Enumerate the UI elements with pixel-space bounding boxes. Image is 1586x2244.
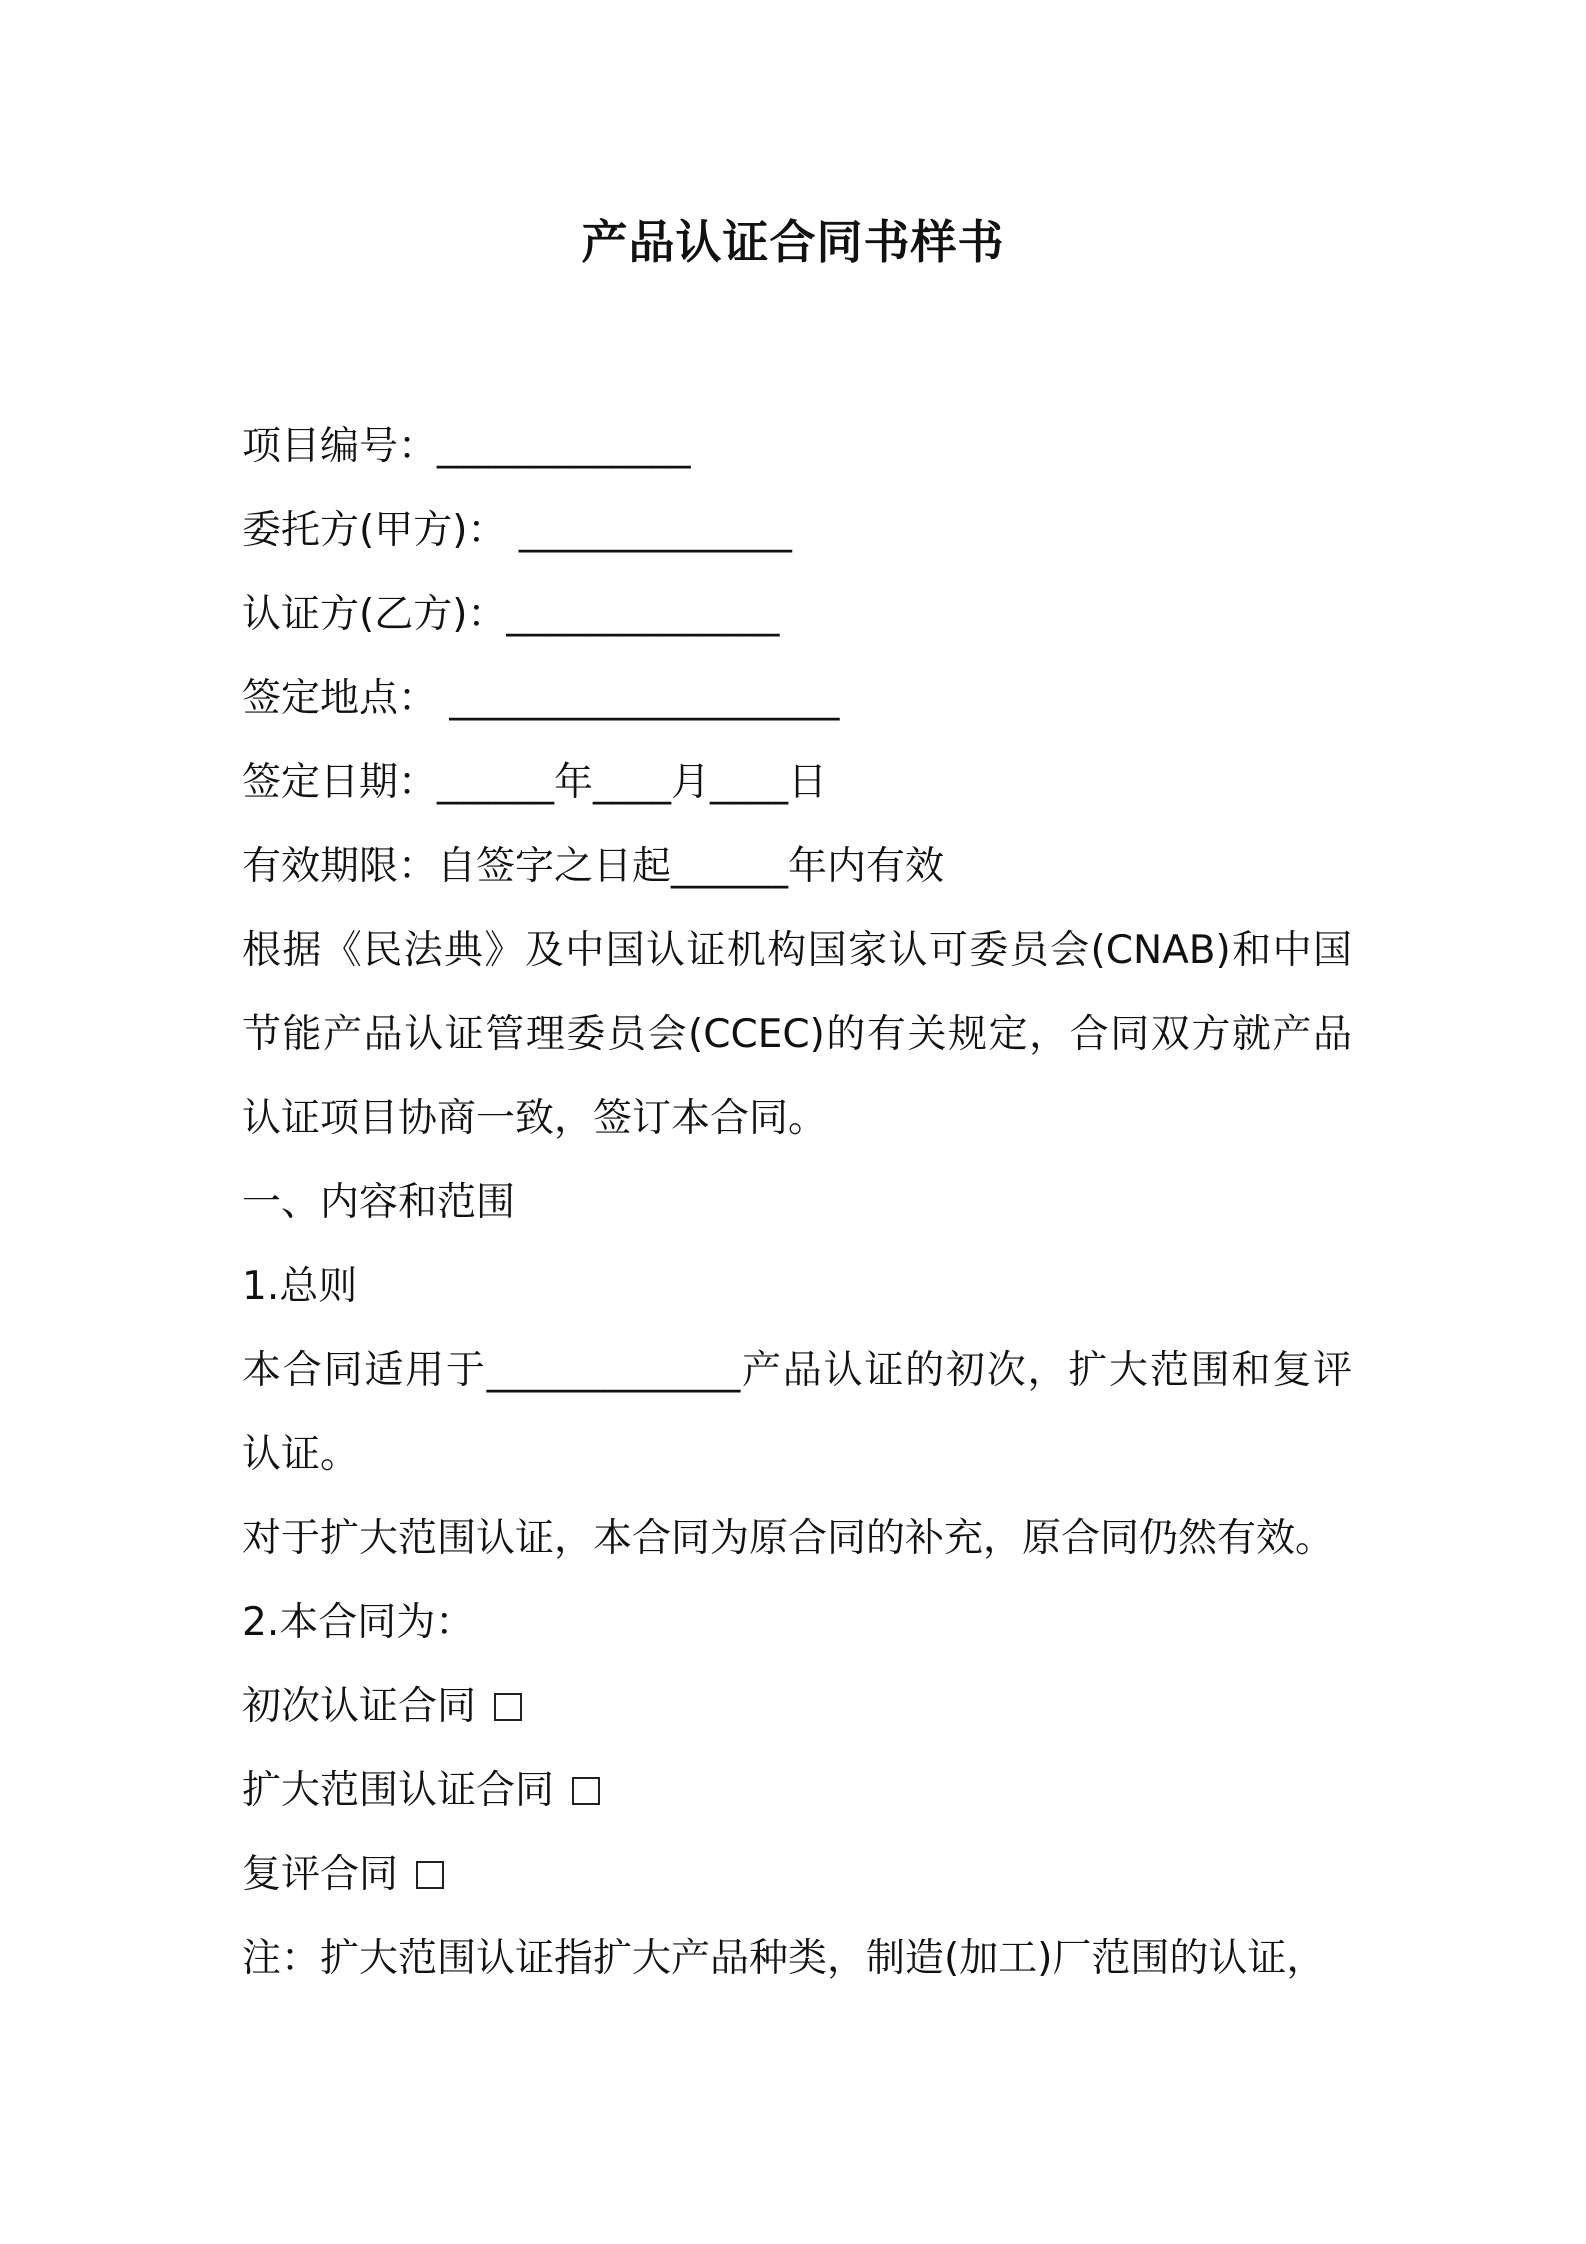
checkbox-extended-scope[interactable] — [572, 1777, 600, 1805]
field-sign-date: 签定日期：______年____月____日 — [242, 760, 828, 805]
preamble-paragraph: 根据《民法典》及中国认证机构国家认可委员会(CNAB)和中国节能产品认证管理委员会(CCEC)的有关规定，合同双方就产品认证项目协商一致，签订本合同。 — [242, 928, 1352, 1141]
option-initial-certification — [242, 1665, 1352, 1749]
option-label: 复评合同 — [242, 1852, 399, 1897]
field-client: 委托方(甲方)： ______________ — [242, 508, 792, 553]
field-certifier: 认证方(乙方)：______________ — [242, 592, 780, 637]
section-heading-scope: 一、内容和范围 — [242, 1180, 516, 1225]
checkbox-recertification[interactable] — [416, 1861, 444, 1889]
option-label: 扩大范围认证合同 — [242, 1768, 555, 1813]
option-label: 初次认证合同 — [242, 1684, 477, 1729]
option-extended-scope — [242, 1749, 1352, 1833]
checkbox-initial-certification[interactable] — [494, 1693, 522, 1721]
clause-heading-contract-type: 2.本合同为： — [242, 1600, 475, 1645]
document-title: 产品认证合同书样书 — [581, 215, 1005, 269]
option-recertification — [242, 1833, 1352, 1917]
clause-general-text: 本合同适用于_____________产品认证的初次，扩大范围和复评认证。 — [242, 1348, 1352, 1477]
clause-general-text-2: 对于扩大范围认证，本合同为原合同的补充，原合同仍然有效。 — [242, 1516, 1335, 1561]
field-validity: 有效期限：自签字之日起______年内有效 — [242, 844, 945, 889]
clause-heading-general: 1.总则 — [242, 1264, 358, 1309]
field-sign-place: 签定地点： ____________________ — [242, 676, 840, 721]
document-body — [242, 405, 1352, 2001]
field-project-no: 项目编号：_____________ — [242, 424, 691, 469]
note-text: 注：扩大范围认证指扩大产品种类，制造(加工)厂范围的认证， — [242, 1936, 1326, 1981]
